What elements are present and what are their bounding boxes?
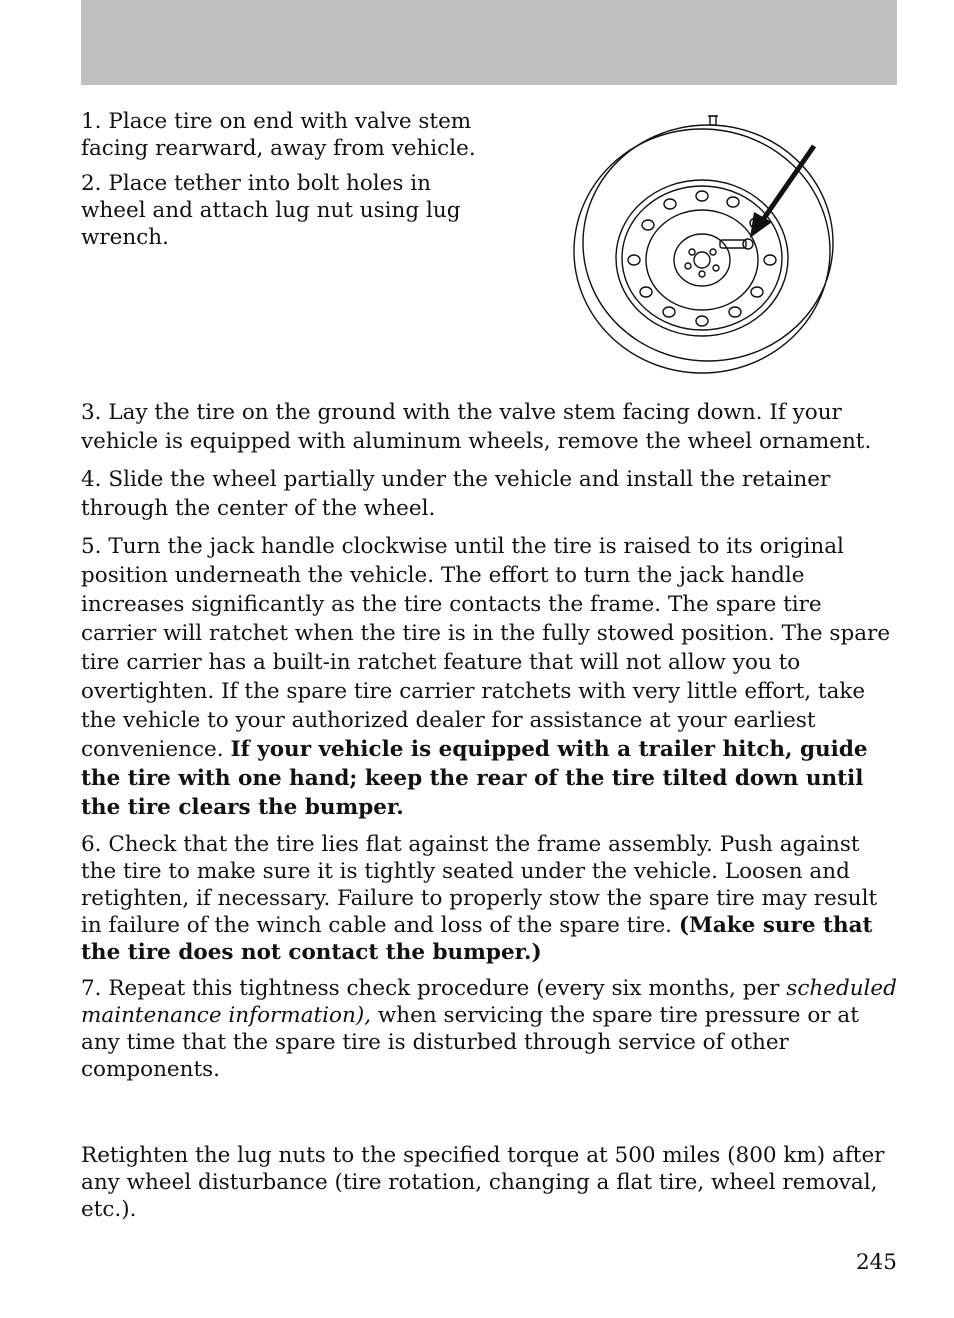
step-1: 1. Place tire on end with valve stem facing rearward, away from vehicle. bbox=[81, 109, 476, 161]
step-7-text-after: when servicing the spare tire pressure or at any time that the spare tire is disturbed through service of other components. bbox=[81, 1003, 859, 1082]
header-bar bbox=[81, 0, 897, 85]
step-5-warning: If your vehicle is equipped with a trailer hitch, guide the tire with one hand; keep the rear of the tire tilted down until the tire clears the bumper. bbox=[81, 737, 868, 820]
step-5-text: 5. Turn the jack handle clockwise until the tire is raised to its original position underneath the vehicle. The effort to turn the jack handle increases significantly as the tire contacts the frame. The spare tire carrier will ratchet when the tire is in the fully stowed position. The spare tire carrier has a built-in ratchet feature that will not allow you to overtighten. If the spare tire carrier ratchets with very little effort, take the vehicle to your authorized dealer for assistance at your earliest convenience. bbox=[81, 534, 891, 762]
top-steps bbox=[81, 108, 501, 259]
step-7-text-before: 7. Repeat this tightness check procedure (every six months, per bbox=[81, 976, 787, 1001]
retighten-paragraph: Retighten the lug nuts to the specified torque at 500 miles (800 km) after any wheel disturbance (tire rotation, changing a flat tire, wheel removal, etc.). bbox=[81, 1143, 885, 1222]
page-number: 245 bbox=[855, 1250, 897, 1275]
spare-tire-illustration bbox=[560, 108, 850, 383]
step-2: 2. Place tether into bolt holes in wheel and attach lug nut using lug wrench. bbox=[81, 171, 461, 250]
step-6-text: 6. Check that the tire lies flat against the frame assembly. Push against the tire to make sure it is tightly seated under the vehicle. Loosen and retighten, if necessary. Failure to properly stow the spare tire may result in failure of the winch cable and loss of the spare tire. bbox=[81, 832, 878, 938]
step-6-warning: (Make sure that the tire does not contact the bumper.) bbox=[81, 913, 873, 965]
step-5 bbox=[81, 532, 899, 822]
step-7-italic: scheduled maintenance information), bbox=[81, 976, 897, 1028]
step-3: 3. Lay the tire on the ground with the valve stem facing down. If your vehicle is equipped with aluminum wheels, remove the wheel ornament. bbox=[81, 400, 872, 454]
step-4: 4. Slide the wheel partially under the vehicle and install the retainer through the center of the wheel. bbox=[81, 467, 831, 521]
step-6 bbox=[81, 831, 899, 966]
step-7 bbox=[81, 975, 899, 1083]
main-text bbox=[81, 398, 899, 1092]
